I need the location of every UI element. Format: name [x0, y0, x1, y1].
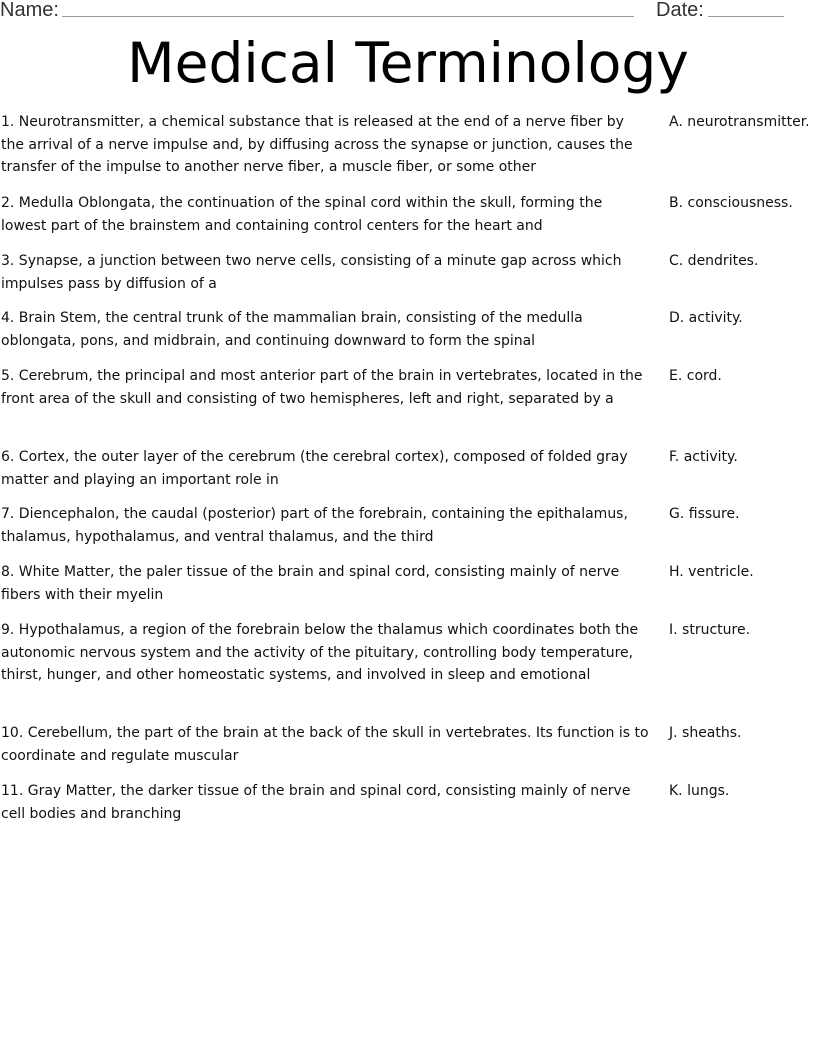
- answer-option: B. consciousness.: [669, 195, 793, 211]
- answer-option: K. lungs.: [669, 783, 730, 799]
- clue-text: 7. Diencephalon, the caudal (posterior) part of the forebrain, containing the epithalamus, thalamus, hypothalamus, and ventral thalamus, and the third: [1, 506, 628, 545]
- worksheet-header: [0, 0, 816, 24]
- clue-text: 10. Cerebellum, the part of the brain at the back of the skull in vertebrates. Its function is to coordinate and regulate muscular: [1, 725, 649, 764]
- clue-text: 5. Cerebrum, the principal and most anterior part of the brain in vertebrates, located in the front area of the skull and consisting of two hemispheres, left and right, separated by a: [1, 368, 643, 407]
- clue-text: 2. Medulla Oblongata, the continuation of the spinal cord within the skull, forming the lowest part of the brainstem and containing control centers for the heart and: [1, 195, 603, 234]
- answer-option: F. activity.: [669, 449, 738, 465]
- answer-option: J. sheaths.: [669, 725, 742, 741]
- answer-option: C. dendrites.: [669, 253, 759, 269]
- clue-text: 3. Synapse, a junction between two nerve cells, consisting of a minute gap across which impulses pass by diffusion of a: [1, 253, 622, 292]
- answer-option: E. cord.: [669, 368, 722, 384]
- name-label: Name:: [0, 0, 59, 21]
- answer-option: I. structure.: [669, 622, 751, 638]
- date-blank-line[interactable]: [708, 16, 784, 17]
- clue-text: 9. Hypothalamus, a region of the forebrain below the thalamus which coordinates both the autonomic nervous system and the activity of the pituitary, controlling body temperature, thirst, hunger, and other homeostatic systems, and involved in sleep and emotional: [1, 622, 639, 684]
- answer-option: G. fissure.: [669, 506, 740, 522]
- clue-text: 8. White Matter, the paler tissue of the brain and spinal cord, consisting mainly of nerve fibers with their myelin: [1, 564, 620, 603]
- name-blank-line[interactable]: [62, 16, 634, 17]
- clue-text: 6. Cortex, the outer layer of the cerebrum (the cerebral cortex), composed of folded gray matter and playing an important role in: [1, 449, 628, 488]
- answer-option: A. neurotransmitter.: [669, 114, 810, 130]
- clue-text: 4. Brain Stem, the central trunk of the mammalian brain, consisting of the medulla oblongata, pons, and midbrain, and continuing downward to form the spinal: [1, 310, 583, 349]
- clue-text: 1. Neurotransmitter, a chemical substance that is released at the end of a nerve fiber by the arrival of a nerve impulse and, by diffusing across the synapse or junction, causes the transfer of the impulse to another nerve fiber, a muscle fiber, or some other: [1, 114, 633, 176]
- worksheet-title: Medical Terminology: [127, 31, 689, 95]
- date-label: Date:: [656, 0, 704, 21]
- answer-option: H. ventricle.: [669, 564, 754, 580]
- answer-option: D. activity.: [669, 310, 743, 326]
- clue-text: 11. Gray Matter, the darker tissue of the brain and spinal cord, consisting mainly of nerve cell bodies and branching: [1, 783, 631, 822]
